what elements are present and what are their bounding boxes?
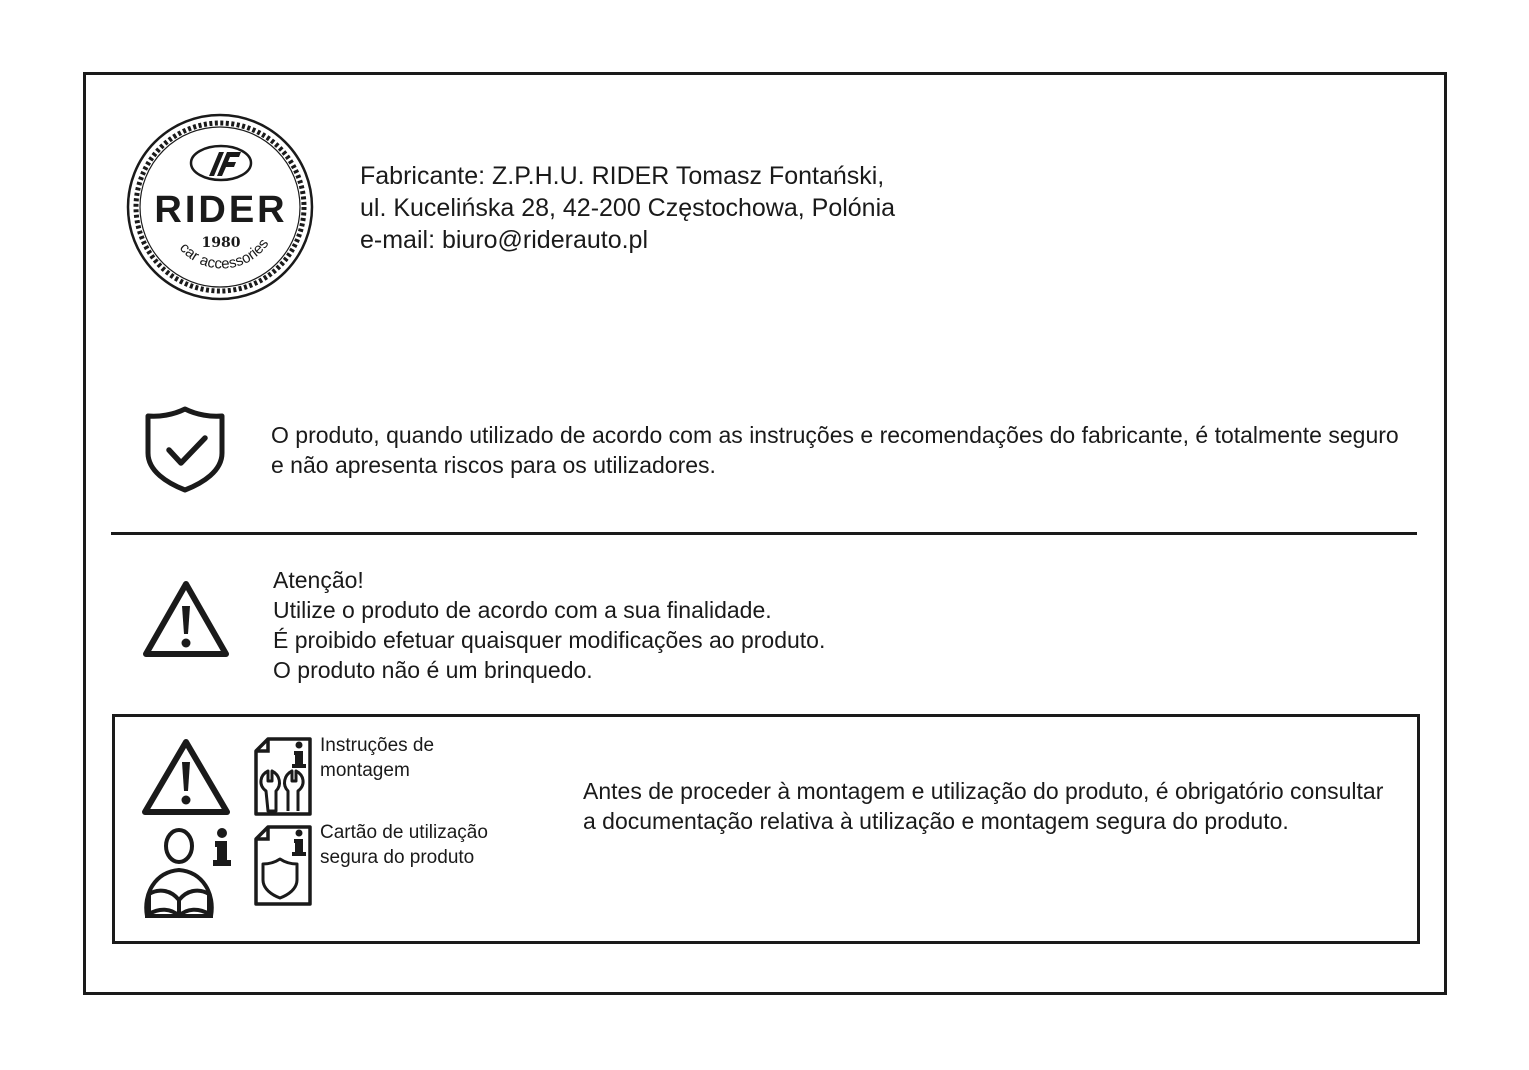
manufacturer-line-1: Fabricante: Z.P.H.U. RIDER Tomasz Fontański, [360, 162, 885, 190]
attention-block [273, 565, 825, 685]
logo-tagline: car accessories [176, 235, 273, 273]
logo-year: 1980 [201, 235, 241, 251]
attention-line-2: É proibido efetuar quaisquer modificações ao produto. [273, 627, 826, 653]
shield-check-icon [143, 405, 227, 493]
warning-triangle-icon [141, 737, 231, 817]
manufacturer-email: e-mail: biuro@riderauto.pl [360, 226, 649, 254]
reader-info-icon [139, 824, 235, 920]
section-divider [111, 532, 1417, 535]
assembly-label-line-1: Instruções de [320, 735, 435, 756]
assembly-label-line-2: montagem [320, 760, 410, 781]
safety-card-doc-icon [252, 823, 314, 907]
assembly-doc-icon [252, 735, 314, 817]
attention-line-1: Utilize o produto de acordo com a sua finalidade. [273, 597, 772, 623]
logo-brand: RIDER [154, 189, 288, 231]
rider-logo [125, 112, 315, 302]
safety-card-label-line-1: Cartão de utilização [320, 822, 488, 843]
manufacturer-info [360, 160, 895, 256]
warning-triangle-icon [141, 578, 231, 660]
safety-card-label [320, 820, 488, 870]
manufacturer-address: ul. Kucelińska 28, 42-200 Częstochowa, Polónia [360, 194, 896, 222]
safety-statement: O produto, quando utilizado de acordo com as instruções e recomendações do fabricante, é totalmente seguro e não apresenta riscos para os utilizadores. [271, 422, 1399, 478]
attention-line-3: O produto não é um brinquedo. [273, 657, 593, 683]
safety-card-label-line-2: segura do produto [320, 847, 475, 868]
documentation-notice: Antes de proceder à montagem e utilização do produto, é obrigatório consultar a documentação relativa à utilização e montagem segura do produto. [583, 778, 1384, 834]
attention-title: Atenção! [273, 567, 364, 593]
assembly-instructions-label [320, 733, 434, 783]
